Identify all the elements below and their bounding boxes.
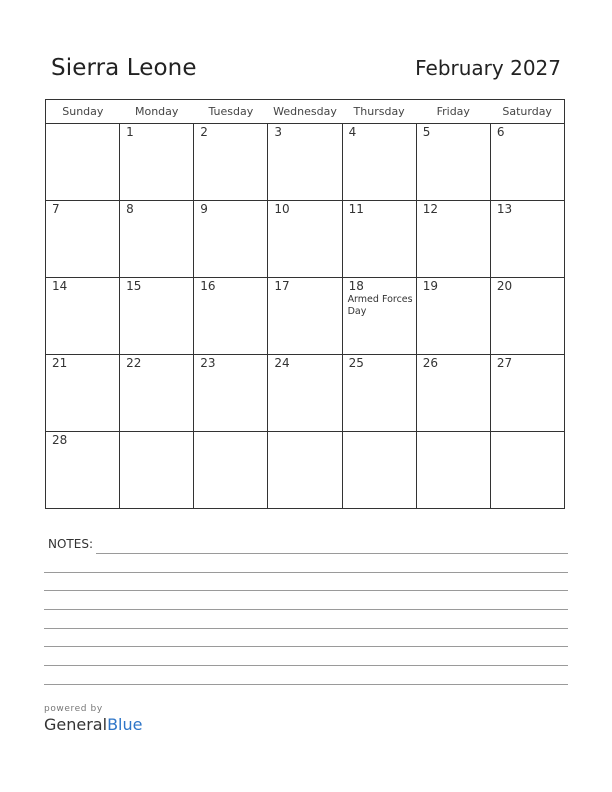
day-number: 4 bbox=[348, 125, 357, 139]
day-number: 6 bbox=[496, 125, 505, 139]
day-number: 3 bbox=[274, 125, 283, 139]
day-cell bbox=[120, 432, 194, 509]
weekday-monday: Monday bbox=[120, 100, 194, 124]
day-cell bbox=[120, 278, 194, 355]
day-number: 18 bbox=[348, 279, 364, 293]
weekday-thursday: Thursday bbox=[342, 100, 416, 124]
day-number: 25 bbox=[348, 356, 364, 370]
day-cell bbox=[490, 355, 564, 432]
day-cell bbox=[416, 201, 490, 278]
day-cell bbox=[46, 124, 120, 201]
month-year-title: February 2027 bbox=[415, 56, 561, 80]
day-number: 21 bbox=[52, 356, 68, 370]
day-cell bbox=[268, 278, 342, 355]
powered-by-text: powered by bbox=[44, 704, 103, 714]
day-number: 2 bbox=[200, 125, 208, 139]
week-row bbox=[46, 201, 565, 278]
calendar-grid bbox=[45, 99, 565, 509]
notes-line bbox=[44, 590, 568, 591]
day-cell bbox=[46, 201, 120, 278]
day-number: 26 bbox=[422, 356, 438, 370]
day-cell bbox=[490, 124, 564, 201]
notes-line bbox=[44, 665, 568, 666]
day-cell bbox=[342, 355, 416, 432]
day-number: 8 bbox=[126, 202, 134, 216]
day-cell bbox=[120, 355, 194, 432]
day-number: 11 bbox=[348, 202, 364, 216]
day-cell bbox=[342, 124, 416, 201]
notes-line bbox=[44, 628, 568, 629]
day-cell bbox=[342, 278, 416, 355]
day-number: 15 bbox=[126, 279, 142, 293]
day-number: 16 bbox=[200, 279, 216, 293]
day-cell bbox=[268, 124, 342, 201]
notes-line bbox=[44, 684, 568, 685]
day-cell bbox=[416, 278, 490, 355]
day-cell bbox=[342, 201, 416, 278]
day-cell bbox=[268, 432, 342, 509]
notes-line bbox=[44, 646, 568, 647]
holiday-label: Armed Forces Day bbox=[347, 294, 413, 317]
brand-blue-text: Blue bbox=[107, 715, 143, 734]
day-cell bbox=[490, 432, 564, 509]
day-number: 24 bbox=[274, 356, 290, 370]
day-number: 28 bbox=[52, 433, 68, 447]
day-number: 17 bbox=[274, 279, 290, 293]
weekday-sunday: Sunday bbox=[46, 100, 120, 124]
day-number: 27 bbox=[496, 356, 513, 370]
day-cell bbox=[416, 355, 490, 432]
country-title: Sierra Leone bbox=[51, 55, 197, 81]
day-cell bbox=[490, 278, 564, 355]
day-cell bbox=[268, 355, 342, 432]
day-number: 20 bbox=[496, 279, 513, 293]
day-cell bbox=[268, 201, 342, 278]
day-cell bbox=[194, 278, 268, 355]
day-cell bbox=[120, 124, 194, 201]
notes-line bbox=[96, 553, 568, 554]
day-number: 23 bbox=[200, 356, 216, 370]
day-cell bbox=[194, 432, 268, 509]
day-number: 5 bbox=[422, 125, 431, 139]
day-number: 22 bbox=[126, 356, 142, 370]
day-cell bbox=[194, 201, 268, 278]
day-cell bbox=[416, 124, 490, 201]
weekday-tuesday: Tuesday bbox=[194, 100, 268, 124]
day-number: 19 bbox=[422, 279, 438, 293]
week-row bbox=[46, 124, 565, 201]
day-cell bbox=[46, 432, 120, 509]
week-row bbox=[46, 278, 565, 355]
weekday-saturday: Saturday bbox=[490, 100, 564, 124]
day-number: 1 bbox=[126, 125, 134, 139]
day-cell bbox=[194, 124, 268, 201]
day-cell bbox=[194, 355, 268, 432]
day-number: 10 bbox=[274, 202, 290, 216]
weekday-wednesday: Wednesday bbox=[268, 100, 342, 124]
day-cell bbox=[416, 432, 490, 509]
week-row bbox=[46, 355, 565, 432]
day-cell bbox=[490, 201, 564, 278]
brand-general-text: General bbox=[44, 715, 108, 734]
day-number: 9 bbox=[200, 202, 208, 216]
day-cell bbox=[46, 278, 120, 355]
day-number: 12 bbox=[422, 202, 438, 216]
day-number: 13 bbox=[496, 202, 513, 216]
weekday-header-row bbox=[46, 100, 565, 124]
day-number: 7 bbox=[52, 202, 60, 216]
day-cell bbox=[342, 432, 416, 509]
day-number: 14 bbox=[52, 279, 68, 293]
footer-branding bbox=[44, 704, 142, 734]
notes-line bbox=[44, 609, 568, 610]
generalblue-logo bbox=[44, 715, 142, 734]
day-cell bbox=[46, 355, 120, 432]
notes-line bbox=[44, 572, 568, 573]
weekday-friday: Friday bbox=[416, 100, 490, 124]
week-row bbox=[46, 432, 565, 509]
day-cell bbox=[120, 201, 194, 278]
notes-label: NOTES: bbox=[48, 537, 93, 551]
